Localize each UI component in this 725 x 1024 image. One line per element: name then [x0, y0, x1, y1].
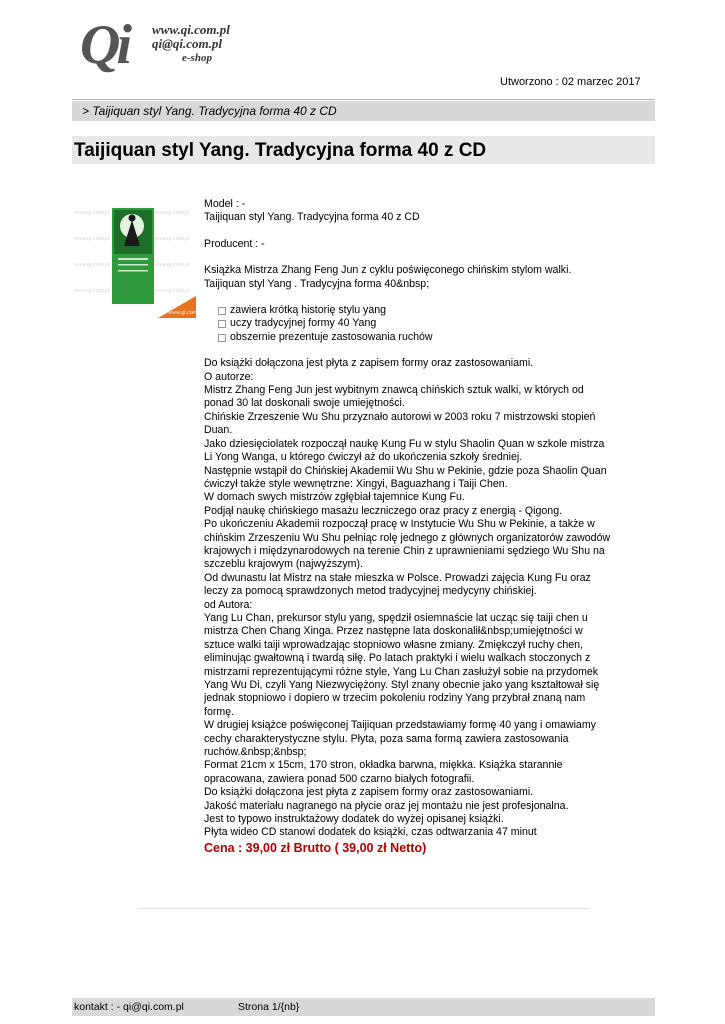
- svg-text:www.qi.com.pl: www.qi.com.pl: [74, 288, 110, 294]
- logo-mark: Qi: [80, 14, 128, 76]
- footer-page-number: Strona 1/{nb}: [238, 1001, 300, 1013]
- logo-text: [152, 23, 230, 65]
- price: Cena : 39,00 zł Brutto ( 39,00 zł Netto): [204, 840, 427, 855]
- body-paragraph: Płyta wideo CD stanowi dodatek do książki, czas odtwarzania 47 minut: [204, 826, 537, 839]
- intro-line: Taijiquan styl Yang . Tradycyjna forma 40&nbsp;: [204, 277, 430, 290]
- body-paragraph: Jako dziesięciolatek rozpoczął naukę Kung Fu w stylu Shaolin Quan w szkole mistrza Li Yong Wanga, u którego ćwiczył aż do ukończenia szkoły średniej.: [204, 437, 605, 464]
- body-paragraph: W drugiej książce poświęconej Taijiquan przedstawiamy formę 40 yang i omawiamy cechy charakterystyczne stylu. Płyta, poza sama formą zawiera zastosowania ruchów.&nbsp;&nbsp;: [204, 719, 596, 759]
- body-paragraph: Format 21cm x 15cm, 170 stron, okładka barwna, miękka. Książka starannie opracowana, zawiera ponad 500 czarno białych fotografii.: [204, 759, 563, 785]
- list-item: obszernie prezentuje zastosowania ruchów: [218, 331, 614, 344]
- body-paragraph: Po ukończeniu Akademii rozpoczął pracę w Instytucie Wu Shu w Pekinie, a także w chińskim Zrzeszeniu Wu Shu pełniąc rolę jednego z głównych organizatorów zawodów krajowych i międzynarodowych na terenie Chin z uprawnieniami sędziego Wu Shu na szczeblu krajowym (najwyższym).: [204, 518, 611, 571]
- body-paragraph: Chińskie Zrzeszenie Wu Shu przyznało autorowi w 2003 roku 7 mistrzowski stopień Duan.: [204, 410, 596, 437]
- body-paragraph: Do książki dołączona jest płyta z zapisem formy oraz zastosowaniami.: [204, 357, 534, 370]
- svg-text:www.qi.com.pl: www.qi.com.pl: [74, 262, 110, 268]
- body-paragraph: Następnie wstąpił do Chińskiej Akademii Wu Shu w Pekinie, gdzie poza Shaolin Quan ćwiczył także style wewnętrzne: Xingyi, Baguazhang i Taiji Chen.: [204, 464, 607, 490]
- body-paragraph: od Autora:: [204, 598, 253, 611]
- list-item: uczy tradycyjnej formy 40 Yang: [218, 317, 614, 330]
- body-paragraph: W domach swych mistrzów zgłębiał tajemnice Kung Fu.: [204, 491, 465, 504]
- content-divider: [138, 908, 588, 909]
- svg-text:www.qi.com.pl: www.qi.com.pl: [154, 210, 190, 216]
- product-cover-image: [72, 198, 204, 318]
- logo-eshop: e-shop: [182, 52, 212, 64]
- created-date: Utworzono : 02 marzec 2017: [500, 76, 641, 88]
- footer-contact[interactable]: kontakt : - qi@qi.com.pl: [74, 1001, 184, 1013]
- body-paragraph: Od dwunastu lat Mistrz na stałe mieszka w Polsce. Prowadzi zajęcia Kung Fu oraz leczy za pomocą sprawdzonych metod tradycyjnej medycyny chińskiej.: [204, 571, 591, 598]
- body-paragraph: Jakość materiału nagranego na płycie oraz jej montażu nie jest profesjonalna.: [204, 799, 569, 812]
- logo-website: www.qi.com.pl: [152, 22, 230, 37]
- svg-text:www.qi.com.pl: www.qi.com.pl: [168, 310, 204, 316]
- breadcrumb[interactable]: > Taijiquan styl Yang. Tradycyjna forma 40 z CD: [72, 101, 655, 121]
- svg-text:www.qi.com.pl: www.qi.com.pl: [154, 262, 190, 268]
- body-paragraph: O autorze:: [204, 370, 254, 383]
- svg-text:www.qi.com.pl: www.qi.com.pl: [154, 288, 190, 294]
- body-paragraph: Mistrz Zhang Feng Jun jest wybitnym znawcą chińskich sztuk walki, w których od ponad 30 lat doskonali swoje umiejętności.: [204, 384, 584, 410]
- footer-bar: [72, 998, 655, 1016]
- producer-label: Producent : -: [204, 237, 265, 250]
- shop-logo[interactable]: [80, 15, 300, 75]
- header-divider: [72, 99, 655, 100]
- intro-line: Książka Mistrza Zhang Feng Jun z cyklu poświęconego chińskim stylom walki.: [204, 264, 572, 277]
- body-paragraph: Do książki dołączona jest płyta z zapisem formy oraz zastosowaniami.: [204, 786, 534, 799]
- svg-text:www.qi.com.pl: www.qi.com.pl: [74, 236, 110, 242]
- list-item: zawiera krótką historię stylu yang: [218, 304, 614, 317]
- body-paragraph: Jest to typowo instruktażowy dodatek do wyżej opisanej książki.: [204, 813, 504, 826]
- model-name: Taijiquan styl Yang. Tradycyjna forma 40 z CD: [204, 211, 420, 224]
- logo-email: qi@qi.com.pl: [152, 36, 223, 51]
- svg-text:www.qi.com.pl: www.qi.com.pl: [154, 236, 190, 242]
- page-title: Taijiquan styl Yang. Tradycyjna forma 40 z CD: [74, 140, 487, 161]
- model-label: Model : -: [204, 198, 246, 210]
- body-paragraph: Yang Lu Chan, prekursor stylu yang, spędził osiemnaście lat ucząc się taiji chen u mistrza Chen Chang Xinga. Przez następne lata doskonalił&nbsp;umiejętności w sztuce walki taiji wprowadzając stopniowo własne zmiany. Zmiękczył ruchy chen, eliminując gwałtowną i twardą siłę. Po latach praktyki i wielu walkach stoczonych z mistrzami reprezentującymi różne style, Yang Lu Chan zasłużył sobie na przydomek Yang Wu Di, czyli Yang Niezwyciężony. Styl znany obecnie jako yang kształtował się jednak stopniowo i dopiero w trzecim pokoleniu rodziny Yang przybrał znaną nam formę.: [204, 611, 600, 718]
- svg-text:www.qi.com.pl: www.qi.com.pl: [74, 210, 110, 216]
- feature-list: [204, 304, 614, 344]
- product-description: [204, 198, 614, 856]
- body-paragraph: Podjął naukę chińskiego masażu leczniczego oraz pracy z energią - Qigong.: [204, 504, 563, 517]
